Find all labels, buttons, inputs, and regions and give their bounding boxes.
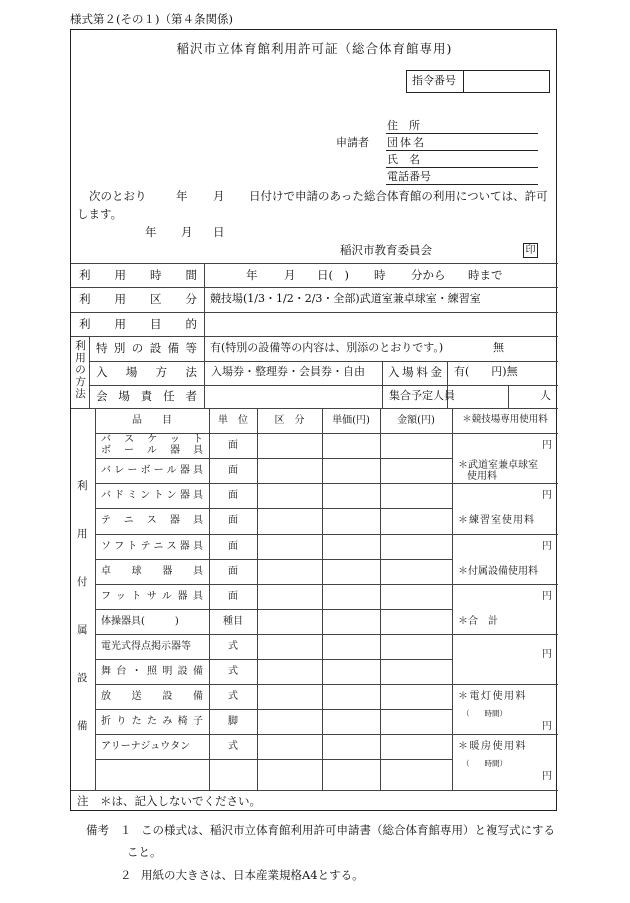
fee-yen: 円 [542, 721, 552, 733]
statement-year: 年 [176, 189, 188, 203]
item-unit: 面 [228, 590, 238, 602]
column-header: 品 目 [132, 415, 172, 426]
item-unit: 面 [228, 440, 238, 452]
item-unit: 式 [228, 666, 238, 677]
column-header: 区 分 [274, 415, 305, 426]
manager-field[interactable] [211, 388, 376, 406]
statement-line2: します。 [77, 207, 123, 221]
category-label: 利用区分 [79, 292, 197, 306]
fee-hours: （ 時間） [462, 759, 507, 769]
time-from: 分から [411, 268, 446, 282]
item-name: ソフトテニス器具 [101, 540, 203, 552]
special-none: 無 [493, 341, 504, 354]
equipment-side-label: 用 [77, 528, 88, 540]
time-label: 利用時間 [79, 268, 197, 282]
equipment-side-label: 付 [77, 576, 88, 588]
column-header: ＊競技場専用使用料 [462, 414, 548, 425]
entry-label: 入場方法 [96, 365, 197, 379]
fee-yen: 円 [542, 490, 552, 502]
fee-practice-label: ＊練習室使用料 [458, 515, 535, 527]
time-day: 日( ) [317, 268, 349, 282]
item-name: フットサル器具 [101, 590, 203, 602]
remarks-label: 備考 [86, 823, 109, 837]
item-name: バドミントン器具 [101, 490, 203, 502]
time-hour: 時 [374, 268, 386, 282]
item-name: 舞台・照明設備 [101, 666, 203, 677]
equipment-side-label: 利 [77, 480, 88, 492]
column-header: 金額(円) [397, 415, 435, 426]
entry-fee-label: 入場料金 [388, 365, 442, 379]
fee-heat-label: ＊暖房使用料 [458, 741, 527, 753]
applicant-role: 申請者 [336, 136, 369, 149]
fee-yen: 円 [542, 440, 552, 452]
equipment-side-label: 設 [77, 672, 88, 684]
fee-attached-label: ＊付属設備使用料 [458, 565, 538, 577]
equipment-side-label: 備 [77, 720, 88, 732]
category-value: 競技場(1/3・1/2・2/3・全部)武道室兼卓球室・練習室 [210, 292, 481, 305]
item-name: 卓球器具 [101, 565, 203, 577]
item-unit: 面 [228, 465, 238, 477]
directive-number-box [406, 70, 550, 93]
remark-1-text: この様式は、稲沢市立体育館利用許可申請書（総合体育館専用）と複写式にする [141, 823, 555, 837]
item-unit: 面 [228, 515, 238, 527]
time-to: 時まで [468, 268, 503, 282]
directive-number-field[interactable] [467, 73, 545, 90]
page-title: 稲沢市立体育館利用許可証（総合体育館専用) [176, 41, 453, 56]
item-name: バスケット [101, 434, 203, 446]
name-label: 氏 名 [387, 153, 420, 166]
remark-2-number: ２ [120, 868, 132, 882]
fee-budo-label: ＊武道室兼卓球室 [458, 460, 538, 472]
item-unit: 脚 [228, 716, 238, 728]
footnote: 注 ＊は、記入しないでください。 [77, 794, 261, 808]
remarks [86, 822, 566, 885]
permit-form [70, 29, 557, 811]
item-unit: 面 [228, 565, 238, 577]
fee-yen: 円 [542, 540, 552, 552]
fee-light-label: ＊電灯使用料 [458, 691, 527, 703]
item-name: 体操器具( ) [101, 615, 179, 627]
fee-yen: 円 [542, 771, 552, 783]
statement-rest: 日付けで申請のあった総合体育館の利用については、許可 [249, 189, 548, 203]
statement-start: 次のとおり [89, 189, 147, 203]
item-name: 電光式得点掲示器等 [101, 640, 191, 652]
issue-day: 日 [213, 225, 225, 239]
time-year: 年 [246, 268, 258, 282]
column-header: 単価(円) [332, 415, 370, 426]
issuer: 稲沢市教育委員会 [340, 243, 432, 257]
item-name: 折りたたみ椅子 [101, 716, 203, 728]
issue-year: 年 [145, 225, 157, 239]
group-label: 団体名 [387, 136, 426, 149]
item-name: 放送設備 [101, 691, 203, 703]
seal-mark: 印 [523, 243, 538, 258]
time-month: 月 [284, 268, 296, 282]
address-label: 住 所 [387, 119, 420, 132]
special-label: 特別の設備等 [96, 341, 197, 355]
phone-label: 電話番号 [387, 170, 431, 183]
item-unit: 面 [228, 540, 238, 552]
entry-value: 入場券・整理券・会員券・自由 [211, 365, 365, 378]
method-label: 利用の方法 [75, 340, 86, 400]
special-value: 有(特別の設備等の内容は、別添のとおりです。) [210, 341, 444, 354]
fee-hours: （ 時間） [462, 709, 507, 719]
fee-total-label: ＊合 計 [458, 615, 498, 627]
item-unit: 種目 [223, 615, 243, 627]
equipment-side-label: 属 [77, 624, 88, 636]
expected-unit: 人 [540, 389, 551, 402]
expected-label: 集合予定人員 [389, 389, 455, 402]
item-unit: 式 [228, 691, 238, 703]
purpose-field[interactable] [211, 315, 551, 333]
directive-label: 指令番号 [412, 74, 456, 87]
item-unit: 式 [228, 640, 238, 652]
entry-fee-value: 有( 円)無 [454, 365, 518, 378]
remark-1-number: １ [120, 823, 132, 837]
item-name: バレーボール器具 [101, 465, 203, 477]
item-name: ボール器具 [101, 445, 203, 457]
item-unit: 面 [228, 490, 238, 502]
column-header: 単 位 [218, 415, 248, 426]
purpose-label: 利用目的 [79, 317, 197, 331]
form-label: 様式第２(その１)（第４条関係) [70, 12, 233, 26]
remark-2-text: 用紙の大きさは、日本産業規格A4とする。 [141, 868, 364, 882]
issue-month: 月 [181, 225, 193, 239]
fee-yen: 円 [542, 648, 552, 660]
remark-1-text-cont: こと。 [127, 845, 162, 859]
fee-yen: 円 [542, 590, 552, 602]
fee-budo-label: 使用料 [467, 471, 497, 483]
item-name: アリーナジュウタン [101, 741, 191, 753]
item-unit: 式 [228, 741, 238, 753]
manager-label: 会場責任者 [96, 389, 197, 403]
statement-month: 月 [213, 189, 225, 203]
item-name: テニス器具 [101, 515, 203, 527]
